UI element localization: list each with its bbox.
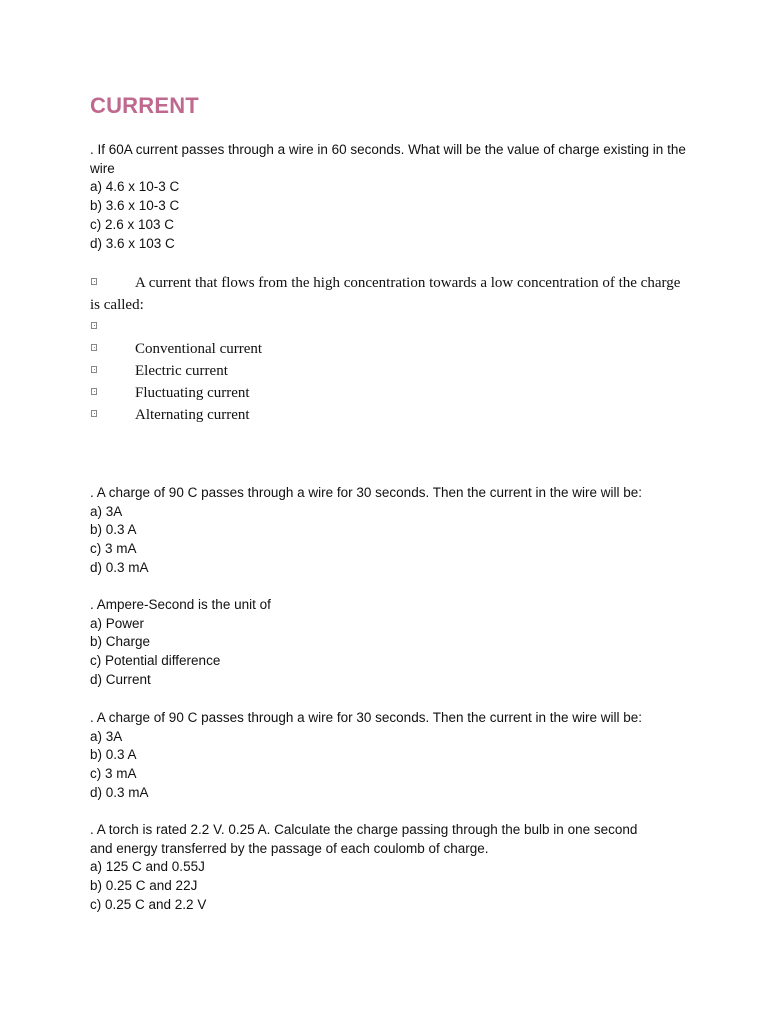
option-row <box>90 338 690 360</box>
option-label: Fluctuating current <box>135 385 250 401</box>
question-stem: . If 60A current passes through a wire in 60 seconds. What will be the value of charge existing in the wire <box>90 142 686 176</box>
bullet-box-icon <box>91 388 97 395</box>
question-stem: . A charge of 90 C passes through a wire for 30 seconds. Then the current in the wire will be: <box>90 710 643 725</box>
question-1 <box>90 141 690 253</box>
option-d: d) 0.3 mA <box>90 559 149 575</box>
bullet-box-icon <box>91 366 97 373</box>
option-row <box>90 382 690 404</box>
question-3 <box>90 484 690 578</box>
option-row <box>90 404 690 426</box>
option-d: d) Current <box>90 671 151 687</box>
empty-bullet-row <box>90 316 690 338</box>
bullet-box-icon <box>91 344 97 351</box>
question-stem-row <box>90 272 690 294</box>
option-label: Conventional current <box>135 341 263 357</box>
question-stem: . A charge of 90 C passes through a wire for 30 seconds. Then the current in the wire will be: <box>90 485 643 500</box>
option-a: a) 4.6 x 10-3 C <box>90 179 180 195</box>
question-stem: . A torch is rated 2.2 V. 0.25 A. Calculate the charge passing through the bulb in one second <box>90 822 638 837</box>
option-a: a) Power <box>90 615 145 631</box>
question-4 <box>90 596 690 690</box>
option-c: c) 3 mA <box>90 766 137 782</box>
option-b: b) Charge <box>90 634 151 650</box>
option-label: Alternating current <box>135 407 250 423</box>
question-stem: A current that flows from the high concentration towards a low concentration of the charge <box>135 275 681 291</box>
question-6 <box>90 821 690 915</box>
question-stem-continued: and energy transferred by the passage of each coulomb of charge. <box>90 840 489 856</box>
bullet-box-icon <box>91 322 97 329</box>
option-label: Electric current <box>135 363 228 379</box>
option-b: b) 0.3 A <box>90 747 137 763</box>
question-stem: . Ampere-Second is the unit of <box>90 597 271 612</box>
option-c: c) 3 mA <box>90 541 137 557</box>
option-b: b) 3.6 x 10-3 C <box>90 198 180 214</box>
question-stem-row-continued <box>90 294 690 316</box>
option-d: d) 0.3 mA <box>90 784 149 800</box>
question-2 <box>90 272 690 426</box>
option-b: b) 0.25 C and 22J <box>90 878 198 894</box>
option-a: a) 125 C and 0.55J <box>90 859 205 875</box>
option-a: a) 3A <box>90 728 123 744</box>
option-row <box>90 360 690 382</box>
option-a: a) 3A <box>90 503 123 519</box>
page-title: CURRENT <box>90 93 199 118</box>
bullet-box-icon <box>91 278 97 285</box>
option-c: c) Potential difference <box>90 653 221 669</box>
bullet-box-icon <box>91 410 97 417</box>
option-c: c) 0.25 C and 2.2 V <box>90 896 207 912</box>
option-c: c) 2.6 x 103 C <box>90 216 175 232</box>
question-stem-continued: is called: <box>90 297 144 313</box>
question-5 <box>90 709 690 803</box>
option-d: d) 3.6 x 103 C <box>90 235 175 251</box>
option-b: b) 0.3 A <box>90 522 137 538</box>
